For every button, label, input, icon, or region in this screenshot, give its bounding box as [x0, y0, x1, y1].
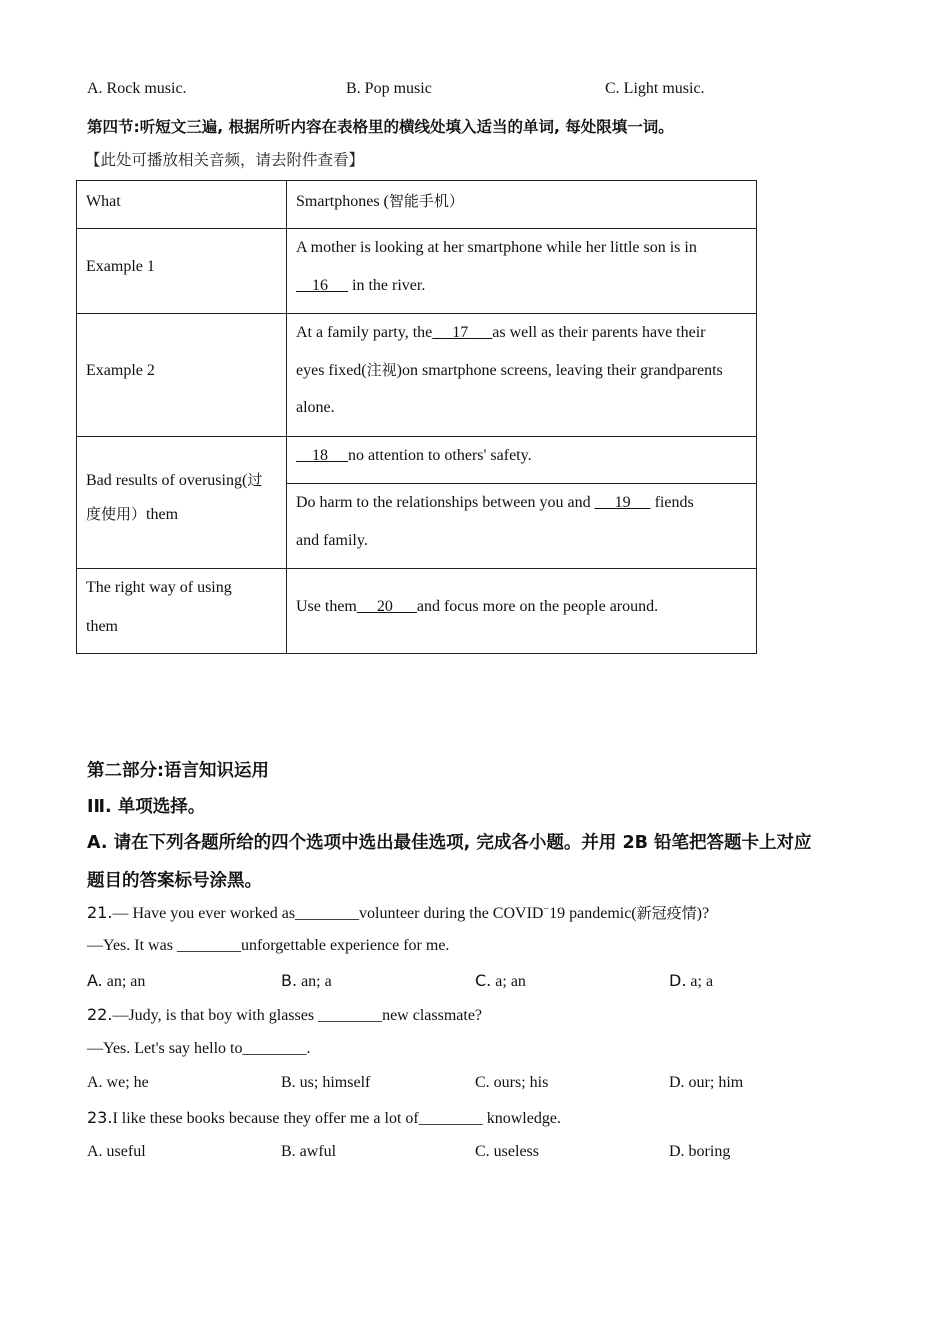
question-23-line1: 23.I like these books because they offer me a lot of________ knowledge. [87, 1108, 561, 1127]
listening-table [76, 180, 757, 654]
example2-line3: alone. [296, 399, 335, 416]
example1-line1: A mother is looking at her smartphone while her little son is in [296, 239, 697, 256]
question-22-line2: —Yes. Let's say hello to________. [87, 1040, 311, 1057]
header-smartphones-en: Smartphones ( [296, 193, 389, 210]
part2-title: 第二部分:语言知识运用 [87, 761, 269, 781]
question-number: 22. [87, 1005, 113, 1024]
question-21-option-a[interactable]: A. an; an [87, 971, 146, 990]
question-21-option-b[interactable]: B. an; a [281, 971, 332, 990]
table-column-divider [286, 181, 287, 653]
question-22-option-d[interactable]: D. our; him [669, 1074, 744, 1091]
option-b-pop-music: B. Pop music [346, 80, 432, 97]
bad-results-label-line1: Bad results of overusing(过 [86, 471, 263, 489]
question-21-line2: —Yes. It was ________unforgettable experience for me. [87, 937, 450, 954]
question-23-option-d[interactable]: D. boring [669, 1143, 731, 1160]
bad-results-row2-line2: and family. [296, 532, 368, 549]
blank-19: 19 [614, 494, 631, 511]
bad-results-row2-line1: Do harm to the relationships between you and 19 fiends [296, 494, 694, 511]
header-smartphones-cn: 智能手机） [388, 192, 464, 210]
right-way-content: Use them 20 and focus more on the people around. [296, 598, 659, 615]
example2-line1: At a family party, the 17 as well as their parents have their [296, 324, 706, 341]
header-what: What [86, 193, 121, 210]
right-way-label-line1: The right way of using [86, 579, 232, 596]
part2-instruction-line2: 题目的答案标号涂黑。 [87, 871, 262, 891]
question-22-option-c[interactable]: C. ours; his [475, 1074, 549, 1091]
section4-title: 第四节:听短文三遍, 根据所听内容在表格里的横线处填入适当的单词, 每处限填一词。 [87, 118, 674, 136]
right-way-label-line2: them [86, 618, 118, 635]
question-21-option-d[interactable]: D. a; a [669, 971, 714, 990]
question-22-line1: 22.—Judy, is that boy with glasses ________new classmate? [87, 1005, 483, 1024]
example2-line2: eyes fixed(注视)on smartphone screens, leaving their grandparents [296, 361, 723, 379]
question-23-option-c[interactable]: C. useless [475, 1143, 539, 1160]
question-number: 21. [87, 903, 113, 922]
option-c-light-music: C. Light music. [605, 80, 705, 97]
bad-results-label-line2: 度使用）them [86, 505, 179, 523]
example2-label: Example 2 [86, 362, 155, 379]
question-22-option-b[interactable]: B. us; himself [281, 1074, 371, 1091]
question-23-option-b[interactable]: B. awful [281, 1143, 337, 1160]
audio-note[interactable]: 【此处可播放相关音频，请去附件查看】 [85, 151, 365, 169]
header-smartphones [296, 183, 464, 220]
example1-label: Example 1 [86, 258, 155, 275]
question-21-line1: 21.— Have you ever worked as________volunteer during the COVID−19 pandemic(新冠疫情)? [87, 903, 710, 922]
question-21-option-c[interactable]: C. a; an [475, 971, 526, 990]
blank-20: 20 [376, 598, 393, 615]
bad-results-row1: 18 no attention to others' safety. [296, 437, 532, 474]
part2-instruction-line1: A. 请在下列各题所给的四个选项中选出最佳选项, 完成各小题。并用 2B 铅笔把答题卡上对应 [87, 833, 812, 853]
option-a-rock-music: A. Rock music. [87, 80, 187, 97]
question-23-option-a[interactable]: A. useful [87, 1143, 146, 1160]
part2-subtitle: IⅡ. 单项选择。 [87, 797, 206, 817]
example1-line2: 16 in the river. [296, 267, 425, 304]
blank-16: 16 [312, 277, 328, 294]
blank-17: 17 [452, 324, 469, 341]
question-22-option-a[interactable]: A. we; he [87, 1074, 149, 1091]
blank-18: 18 [312, 447, 328, 464]
question-number: 23. [87, 1108, 113, 1127]
